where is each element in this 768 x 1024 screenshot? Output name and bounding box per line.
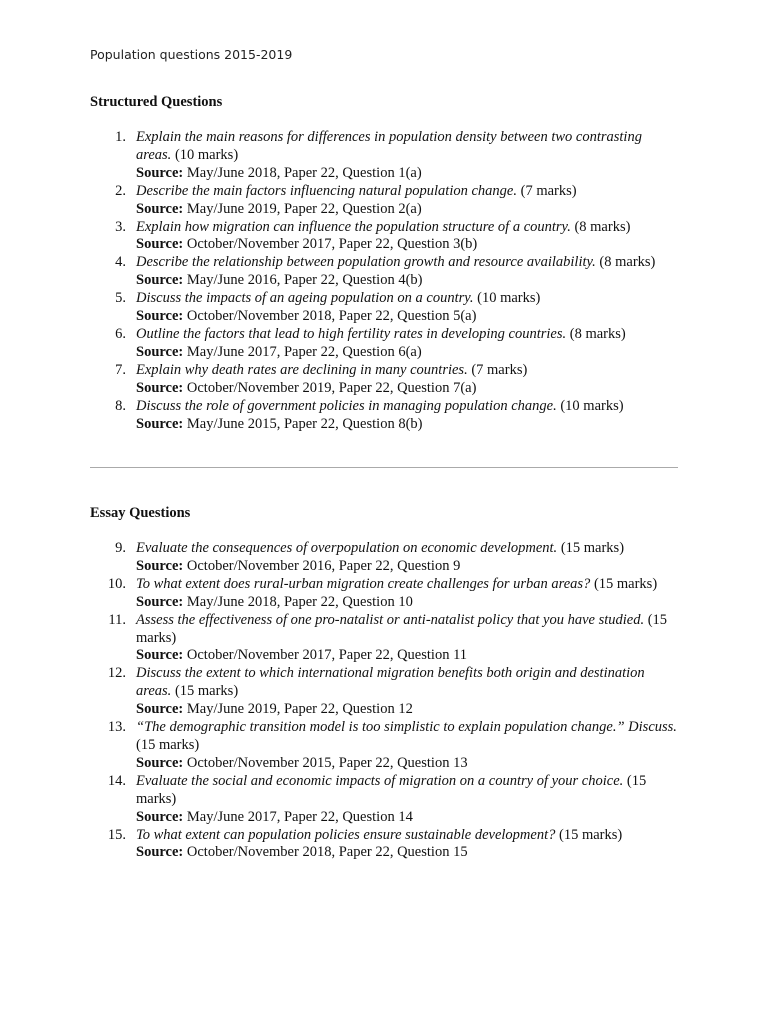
- question-source: May/June 2017, Paper 22, Question 6(a): [186, 343, 422, 360]
- question-item: [90, 362, 680, 398]
- question-text: To what extent does rural-urban migration create challenges for urban areas?: [136, 575, 591, 592]
- question-number: 3.: [115, 218, 126, 235]
- question-marks: (15 marks): [593, 575, 658, 592]
- question-source: May/June 2018, Paper 22, Question 10: [186, 593, 413, 610]
- structured-questions-list: [90, 129, 680, 433]
- source-label: Source:: [136, 379, 184, 396]
- source-label: Source:: [136, 236, 184, 253]
- question-source: October/November 2016, Paper 22, Question 9: [186, 557, 461, 574]
- question-item: [90, 665, 680, 719]
- question-number: 4.: [115, 254, 126, 271]
- source-label: Source:: [136, 200, 184, 217]
- source-label: Source:: [136, 164, 184, 181]
- question-item: [90, 719, 680, 773]
- question-item: [90, 129, 680, 183]
- question-text: Describe the relationship between population growth and resource availability.: [136, 254, 596, 271]
- question-source: May/June 2017, Paper 22, Question 14: [186, 808, 413, 825]
- question-text: Explain how migration can influence the population structure of a country.: [136, 218, 571, 235]
- question-marks: (15 marks): [560, 540, 625, 556]
- question-source: May/June 2019, Paper 22, Question 12: [186, 701, 413, 718]
- question-marks: (15 marks): [559, 826, 623, 843]
- question-number: 14.: [107, 772, 126, 789]
- question-item: [90, 183, 680, 219]
- question-number: 11.: [108, 611, 126, 628]
- source-label: Source:: [136, 308, 184, 325]
- question-text: Discuss the impacts of an ageing population on a country.: [136, 290, 474, 307]
- question-number: 13.: [107, 719, 126, 736]
- question-item: [90, 290, 680, 326]
- question-source: May/June 2016, Paper 22, Question 4(b): [186, 272, 423, 289]
- question-marks: (15 marks): [136, 772, 647, 807]
- question-number: 7.: [115, 361, 126, 378]
- question-number: 8.: [115, 397, 126, 414]
- question-item: [90, 540, 680, 576]
- question-item: [90, 827, 680, 863]
- source-label: Source:: [136, 343, 184, 360]
- question-number: 9.: [115, 540, 126, 556]
- source-label: Source:: [136, 701, 184, 718]
- structured-questions-heading: Structured Questions: [90, 94, 223, 110]
- question-marks: (15 marks): [174, 683, 239, 700]
- question-marks: (15 marks): [136, 736, 200, 753]
- source-label: Source:: [136, 415, 184, 432]
- question-item: [90, 326, 680, 362]
- question-text: Discuss the extent to which international migration benefits both origin and destination areas.: [136, 665, 645, 700]
- question-marks: (10 marks): [174, 146, 239, 163]
- question-item: [90, 773, 680, 827]
- question-text: Outline the factors that lead to high fertility rates in developing countries.: [136, 325, 567, 342]
- question-item: [90, 219, 680, 255]
- question-number: 6.: [115, 325, 126, 342]
- question-source: May/June 2015, Paper 22, Question 8(b): [186, 415, 423, 432]
- question-number: 12.: [107, 665, 126, 682]
- question-marks: (8 marks): [569, 325, 626, 342]
- question-text: Describe the main factors influencing natural population change.: [136, 182, 517, 199]
- document-title: Population questions 2015-2019: [90, 47, 293, 62]
- question-number: 5.: [115, 290, 126, 307]
- question-number: 15.: [107, 826, 126, 843]
- source-label: Source:: [136, 593, 184, 610]
- question-marks: (7 marks): [520, 182, 577, 199]
- question-text: Evaluate the social and economic impacts of migration on a country of your choice.: [136, 772, 624, 789]
- essay-questions-heading: Essay Questions: [90, 505, 191, 521]
- source-label: Source:: [136, 272, 184, 289]
- source-label: Source:: [136, 808, 184, 825]
- question-marks: (10 marks): [560, 397, 624, 414]
- question-marks: (8 marks): [599, 254, 656, 271]
- question-source: May/June 2019, Paper 22, Question 2(a): [186, 200, 422, 217]
- source-label: Source:: [136, 647, 184, 664]
- question-number: 10.: [107, 575, 126, 592]
- question-item: [90, 398, 680, 434]
- question-source: October/November 2017, Paper 22, Question 3(b): [186, 236, 478, 253]
- source-label: Source:: [136, 844, 184, 861]
- question-source: October/November 2018, Paper 22, Question 5(a): [186, 308, 477, 325]
- essay-questions-list: [90, 540, 680, 862]
- section-divider: [90, 467, 678, 468]
- question-number: 1.: [115, 129, 126, 145]
- question-source: October/November 2018, Paper 22, Question 15: [186, 844, 468, 861]
- question-item: [90, 612, 680, 666]
- question-text: “The demographic transition model is too simplistic to explain population change.” Discuss.: [136, 719, 677, 736]
- question-number: 2.: [115, 182, 126, 199]
- source-label: Source:: [136, 754, 184, 771]
- question-source: October/November 2015, Paper 22, Question 13: [186, 754, 468, 771]
- question-text: Evaluate the consequences of overpopulation on economic development.: [136, 540, 558, 556]
- question-source: October/November 2017, Paper 22, Question 11: [186, 647, 468, 664]
- question-text: Explain why death rates are declining in many countries.: [136, 361, 468, 378]
- question-text: Explain the main reasons for differences in population density between two contrasting areas.: [136, 129, 642, 163]
- question-item: [90, 576, 680, 612]
- question-source: May/June 2018, Paper 22, Question 1(a): [186, 164, 422, 181]
- question-marks: (10 marks): [477, 290, 541, 307]
- question-source: October/November 2019, Paper 22, Question 7(a): [186, 379, 477, 396]
- question-text: Assess the effectiveness of one pro-natalist or anti-natalist policy that you have studied.: [136, 611, 645, 628]
- question-text: To what extent can population policies ensure sustainable development?: [136, 826, 556, 843]
- question-marks: (8 marks): [574, 218, 631, 235]
- question-marks: (15 marks): [136, 611, 668, 646]
- source-label: Source:: [136, 557, 184, 574]
- question-text: Discuss the role of government policies in managing population change.: [136, 397, 557, 414]
- question-item: [90, 254, 680, 290]
- question-marks: (7 marks): [471, 361, 528, 378]
